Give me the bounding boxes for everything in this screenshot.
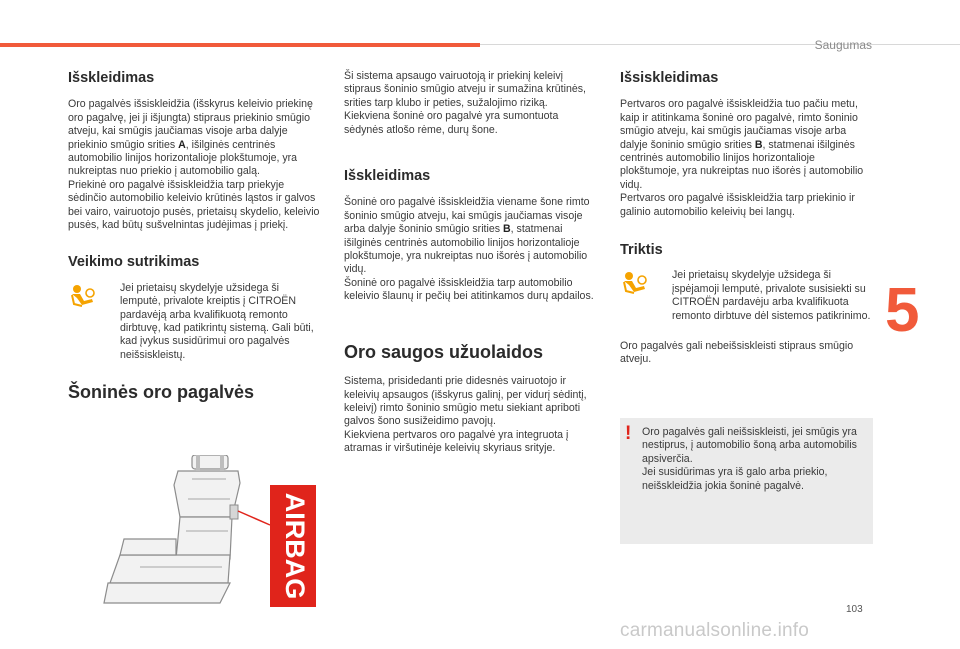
column-2 [344,58,600,456]
heading-curtain-deployment: Išsiskleidimas [620,70,719,86]
header-rule [480,44,960,45]
column-3 [620,58,876,367]
section-title: Saugumas [814,38,872,52]
heading-side-airbags: Šoninės oro pagalvės [68,382,255,403]
heading-side-deployment: Išskleidimas [344,168,431,185]
caution-note-box [620,418,873,544]
heading-deployment: Išskleidimas [68,70,155,86]
fault-text: Jei prietaisų skydelyje užsidega ši įspėjamoji lemputė, privalote susisiekti su CITROËN pardavėju arba kvalifikuota remonto dirbtuve dėl sistemos patikrinimo. [672,269,871,322]
airbag-label: AIRBAG [279,492,310,600]
heading-malfunction: Veikimo sutrikimas [68,254,200,271]
chapter-number: 5 [885,276,920,345]
paragraph-side-position: Šoninė oro pagalvė išsiskleidžia tarp automobilio keleivio šlaunų ir pečių bei atitinkamos durų apdailos. [344,276,594,303]
airbag-warning-lamp-icon [68,284,98,308]
header-accent-bar [0,43,480,47]
watermark: carmanualsonline.info [620,620,810,641]
malfunction-note [68,282,320,362]
airbag-warning-lamp-icon [620,271,650,295]
paragraph-curtain-deployment: Pertvaros oro pagalvė išsiskleidžia tuo pačiu metu, kaip ir atitinkama šoninė oro pagalvė, rimto šoninio smūgio atveju, kai smūgis jaučiamas visoje arba dalyje šoninio smūgio srities B, statmenai išilginės centrinės automobilio linijos horizontalioje plokštumoje, yra nukreiptas nuo išorės į automobilio vidų. [620,98,864,191]
paragraph-front-airbag: Priekinė oro pagalvė išsiskleidžia tarp priekyje sėdinčio automobilio keleivio krūtinės ląstos ir galvos bei vairo, vairuotojo pusės, prietaisų skydelio, keleivio pusės, kad būtų sušvelnintas judėjimas į priekį. [68,178,320,232]
paragraph-curtain-position: Pertvaros oro pagalvė išsiskleidžia tarp priekinio ir galinio automobilio keleivių bei langų. [620,192,855,218]
paragraph-curtain-system: Sistema, prisidedanti prie didesnės vairuotojo ir keleivių apsaugos (išskyrus galinį, per vidurį sėdintį, keleivį) rimto šoninio smūgio metu siekiant apriboti galvos šono susižeidimo pavojų. [344,375,587,428]
caution-note-text: Oro pagalvės gali neišsiskleisti, jei smūgis yra nestiprus, į automobilio šoną arba automobilis apsiverčia. Jei susidūrimas yra iš galo arba priekio, neišskleidžia jokia šoninė pagalvė. [642,426,857,492]
paragraph-side-intro: Ši sistema apsaugo vairuotoją ir priekinį keleivį stipraus šoninio smūgio atveju ir sumažina krūtinės, srities tarp klubo ir peties, sužalojimo riziką. [344,70,587,109]
fault-note [620,269,876,323]
paragraph-no-deploy: Oro pagalvės gali nebeišsiskleisti stipraus smūgio atveju. [620,340,854,366]
paragraph-curtain-integration: Kiekviena pertvaros oro pagalvė yra integruota į atramas ir viršutinėje keleivių skyriaus srityje. [344,428,569,455]
paragraph-front-deployment: Oro pagalvės išsiskleidžia (išskyrus keleivio priekinę oro pagalvę, jei ji išjungta) stipraus priekinio smūgio atveju, kai smūgis jaučiamas visoje arba dalyje priekinio smūgio srities A, išilginės centrinės automobilio linijos horizontalioje plokštumoje, yra nukreiptas nuo priekio į automobilio galą. [68,98,313,178]
seat-airbag-illustration [80,455,320,607]
heading-fault: Triktis [620,242,663,259]
malfunction-text: Jei prietaisų skydelyje užsidega ši lemputė, privalote kreiptis į CITROËN pardavėją arba kvalifikuotą remonto dirbtuvę, kad patikrintų sistemą. Gali būti, kad įvykus susidūrimui oro pagalvės neišsiskleistų. [120,281,314,361]
exclamation-icon: ! [625,423,632,444]
paragraph-side-deployment: Šoninė oro pagalvė išsiskleidžia viename šone rimto šoninio smūgio atveju, kai smūgis jaučiamas visoje arba dalyje šoninio smūgio srities B, statmenai išilginės centrinės automobilio linijos horizontalioje plokštumoje, yra nukreiptas nuo išorės į automobilio vidų. [344,196,590,276]
column-1 [68,58,320,404]
heading-curtain-airbags: Oro saugos užuolaidos [344,341,544,362]
page-number: 103 [846,604,863,615]
paragraph-side-mount: Kiekviena šoninė oro pagalvė yra sumontuota sėdynės atlošo rėme, durų šone. [344,110,559,136]
